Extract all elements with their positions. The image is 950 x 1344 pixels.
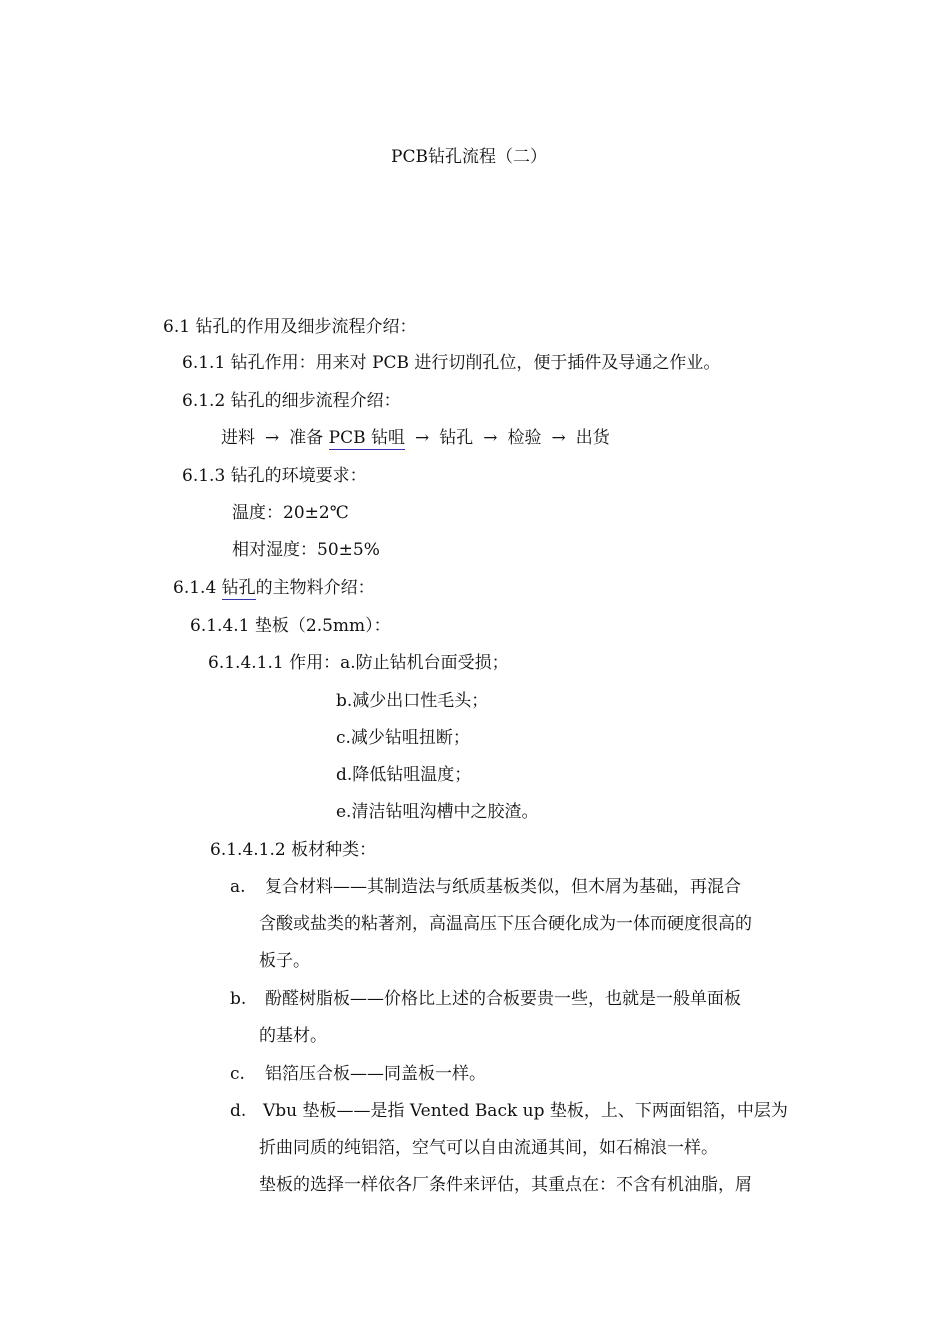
list-item-c-line-1: 铝箔压合板——同盖板一样。 (265, 1064, 486, 1084)
flow-step-ship: 出货 (575, 428, 610, 448)
section-6-1-4-1-2-heading: 6.1.4.1.2 板材种类： (210, 840, 377, 860)
drilling-link[interactable]: 钻孔 (221, 578, 256, 598)
closing-paragraph: 垫板的选择一样依各厂条件来评估，其重点在：不含有机油脂，屑 (259, 1175, 752, 1195)
flow-arrow-icon: → (415, 428, 430, 448)
document-title: PCB钻孔流程（二） (391, 147, 547, 167)
list-item-a-line-3: 板子。 (259, 951, 310, 971)
section-6-1-heading: 6.1 钻孔的作用及细步流程介绍： (163, 317, 417, 337)
list-item-d-line-2: 折曲同质的纯铝箔，空气可以自由流通其间，如石棉浪一样。 (259, 1138, 718, 1158)
list-marker: b. (230, 989, 247, 1009)
flow-step-inspect: 检验 (507, 428, 542, 448)
list-marker: d. (230, 1101, 247, 1121)
list-item-a-line-1: 复合材料——其制造法与纸质基板类似，但木屑为基础，再混合 (265, 877, 741, 897)
flow-arrow-icon: → (551, 428, 566, 448)
purpose-item-e: e.清洁钻咀沟槽中之胶渣。 (336, 802, 539, 822)
section-6-1-4-suffix: 的主物料介绍： (255, 578, 375, 598)
list-marker: a. (230, 877, 246, 897)
section-6-1-4-heading (173, 576, 375, 600)
pcb-drill-bit-link[interactable]: PCB 钻咀 (328, 428, 405, 448)
purpose-item-c: c.减少钻咀扭断； (336, 728, 470, 748)
flow-step-drill: 钻孔 (439, 428, 474, 448)
flow-step-prepare (289, 426, 405, 450)
flow-arrow-icon: → (483, 428, 498, 448)
list-marker: c. (230, 1064, 245, 1084)
flow-arrow-icon: → (265, 428, 280, 448)
flow-step-prepare-prefix: 准备 (289, 428, 329, 448)
purpose-item-b: b.减少出口性毛头； (336, 691, 489, 711)
list-item-b-line-2: 的基材。 (259, 1026, 327, 1046)
list-item-b-line-1: 酚醛树脂板——价格比上述的合板要贵一些，也就是一般单面板 (265, 989, 741, 1009)
section-6-1-3-heading: 6.1.3 钻孔的环境要求： (182, 466, 367, 486)
section-6-1-4-number: 6.1.4 (173, 578, 222, 598)
list-item-a-line-2: 含酸或盐类的粘著剂，高温高压下压合硬化成为一体而硬度很高的 (259, 914, 752, 934)
section-6-1-1-text: 6.1.1 钻孔作用：用来对 PCB 进行切削孔位，便于插件及导通之作业。 (182, 353, 721, 373)
process-flow (221, 426, 610, 450)
purpose-item-d: d.降低钻咀温度； (336, 765, 472, 785)
section-6-1-4-1-heading: 6.1.4.1 垫板（2.5mm）： (190, 616, 391, 636)
temperature-requirement: 温度：20±2℃ (232, 503, 349, 523)
flow-step-intake: 进料 (221, 428, 255, 448)
humidity-requirement: 相对湿度：50±5% (232, 540, 380, 560)
list-item-d-line-1: Vbu 垫板——是指 Vented Back up 垫板，上、下两面铝箔，中层为 (263, 1101, 788, 1121)
section-6-1-4-1-1-purpose-a: 6.1.4.1.1 作用：a.防止钻机台面受损； (208, 653, 509, 673)
section-6-1-2-heading: 6.1.2 钻孔的细步流程介绍： (182, 391, 401, 411)
